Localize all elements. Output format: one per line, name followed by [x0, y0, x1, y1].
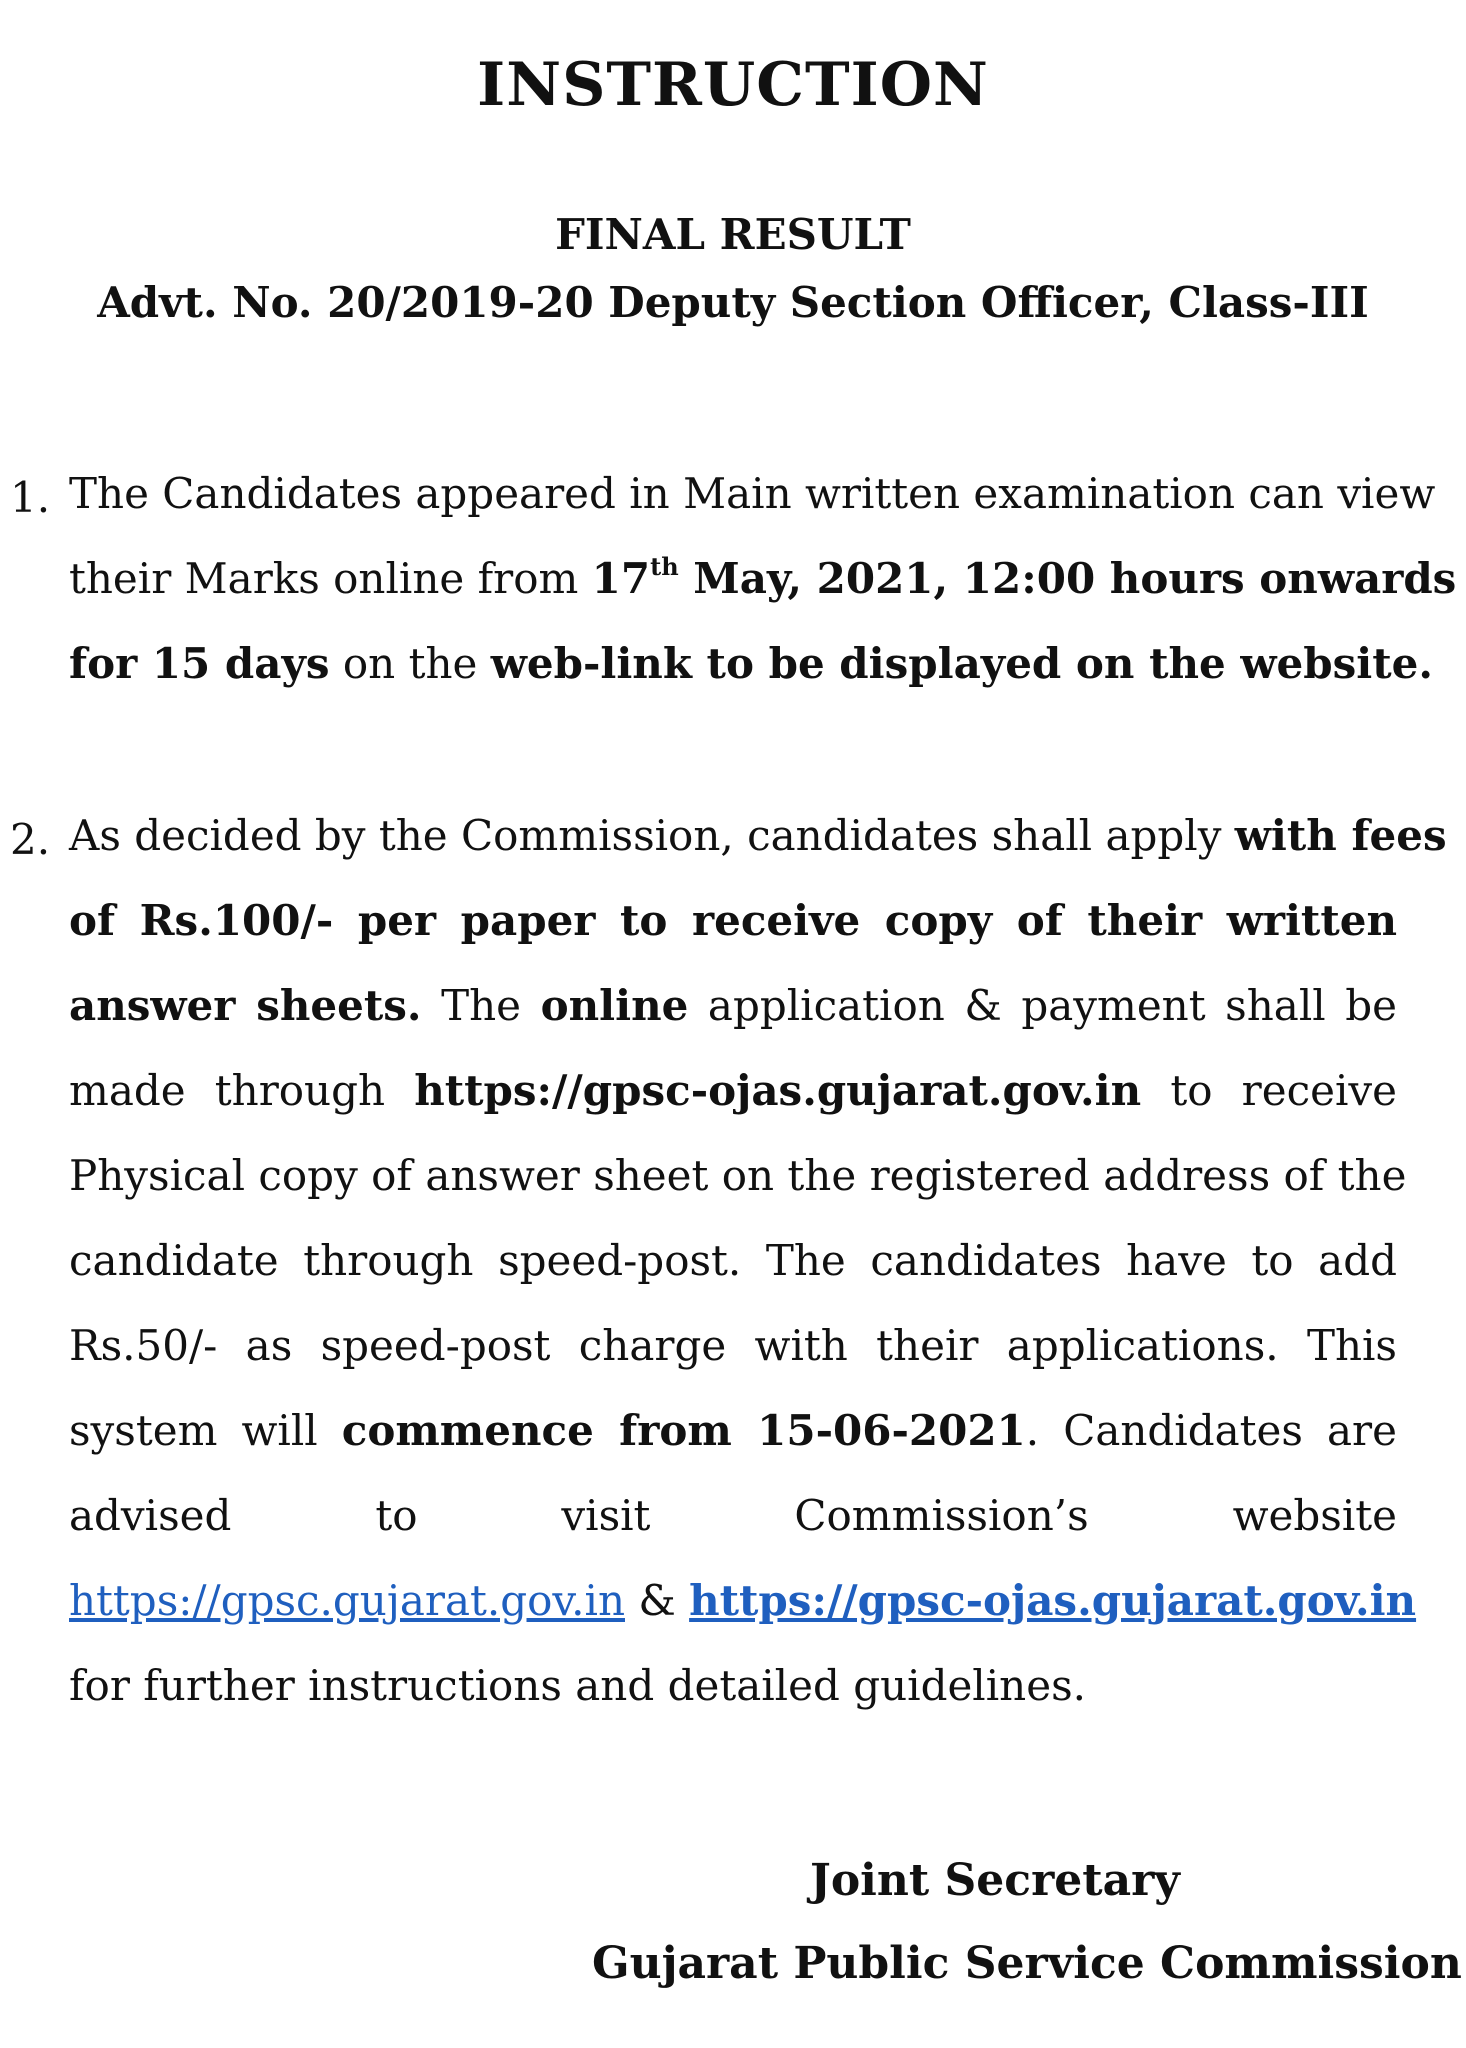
- page-title: INSTRUCTION: [477, 50, 989, 120]
- item-2-line-11: for further instructions and detailed guidelines.: [69, 1661, 1086, 1710]
- item-2-line-7: Rs.50/- as speed-post charge with their applications. This: [69, 1321, 1397, 1370]
- signatory-organization: Gujarat Public Service Commission: [592, 1938, 1462, 1989]
- duration-text: for 15 days: [69, 639, 330, 688]
- item-2-line-2: of Rs.100/- per paper to receive copy of their written: [69, 896, 1397, 945]
- marks-date: 17th May, 2021, 12:00 hours onwards: [591, 552, 1457, 603]
- item-2-line-8: system will commence from 15-06-2021. Candidates are: [69, 1406, 1397, 1455]
- advertisement-heading: Advt. No. 20/2019-20 Deputy Section Officer, Class-III: [97, 278, 1369, 327]
- item-1-line-1: The Candidates appeared in Main written examination can view: [69, 469, 1436, 518]
- item-1-line-3: for 15 days on the web-link to be displayed on the website.: [69, 639, 1433, 688]
- item-2-line-10: https://gpsc.gujarat.gov.in & https://gpsc-ojas.gujarat.gov.in: [69, 1576, 1417, 1625]
- item-1-line-2: [69, 552, 1457, 603]
- item-2-line-5: Physical copy of answer sheet on the registered address of the: [69, 1151, 1407, 1200]
- ojas-url-text: https://gpsc-ojas.gujarat.gov.in: [414, 1066, 1142, 1115]
- item-2-line-3: answer sheets. The online application & payment shall be: [69, 981, 1397, 1030]
- ojas-website-link[interactable]: https://gpsc-ojas.gujarat.gov.in: [689, 1576, 1417, 1625]
- commence-date: commence from 15-06-2021: [341, 1406, 1026, 1455]
- item-2-line-1: As decided by the Commission, candidates shall apply with fees: [69, 811, 1447, 860]
- item-2-line-9: advised to visit Commission’s website: [69, 1491, 1397, 1540]
- item-2-line-6: candidate through speed-post. The candidates have to add: [69, 1236, 1397, 1285]
- item-1-number: 1.: [10, 473, 51, 522]
- item-2-number: 2.: [10, 815, 51, 864]
- result-heading: FINAL RESULT: [555, 210, 911, 259]
- item-1-line-2-text: their Marks online from: [69, 554, 592, 603]
- item-2-line-4: made through https://gpsc-ojas.gujarat.gov.in to receive: [69, 1066, 1397, 1115]
- fees-text: with fees: [1234, 811, 1447, 860]
- signatory-designation: Joint Secretary: [810, 1855, 1180, 1906]
- gpsc-website-link[interactable]: https://gpsc.gujarat.gov.in: [69, 1576, 625, 1625]
- web-link-note: web-link to be displayed on the website.: [490, 639, 1433, 688]
